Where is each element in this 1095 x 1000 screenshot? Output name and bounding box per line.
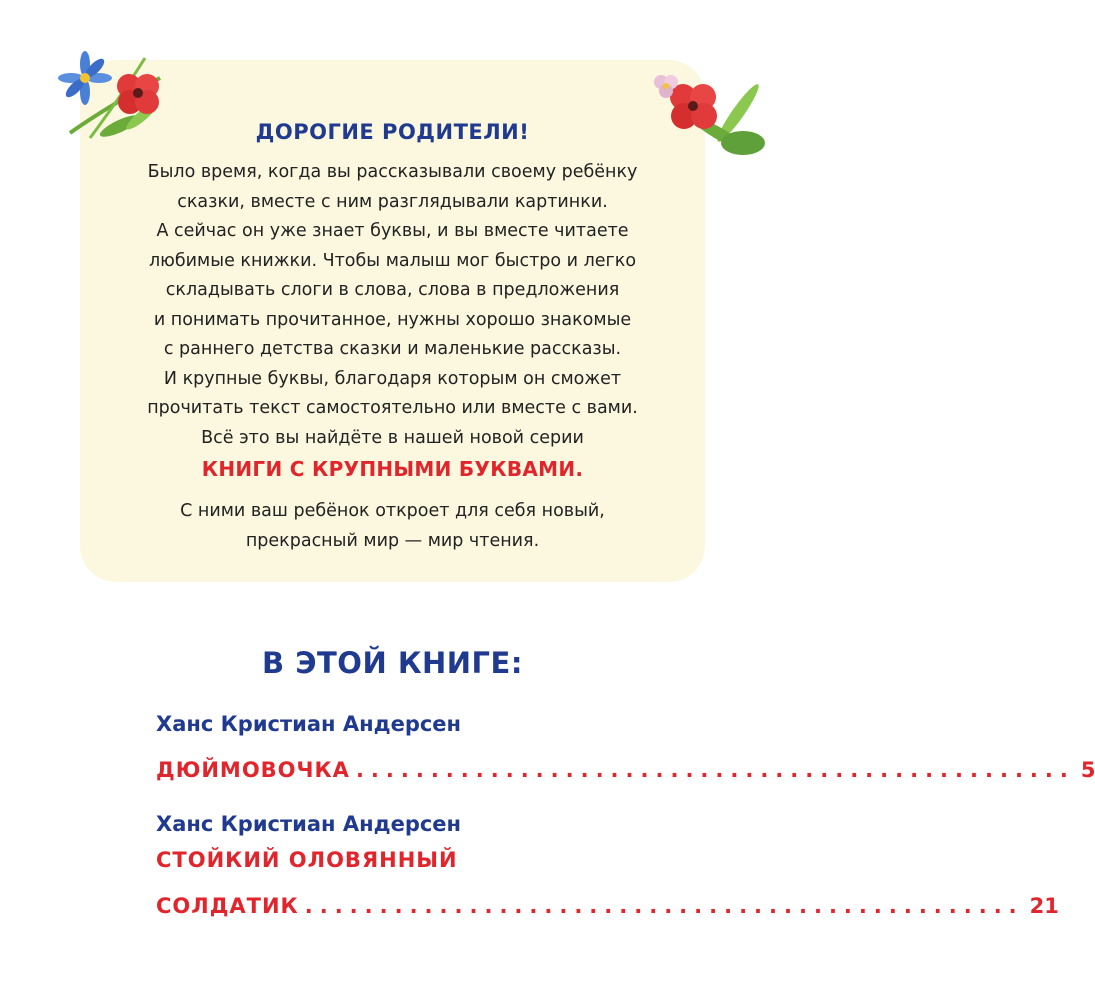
toc-entry-page: 5: [1080, 758, 1095, 782]
body-line: складывать слоги в слова, слова в предложения: [165, 280, 620, 300]
body-line: А сейчас он уже знает буквы, и вы вместе читаете: [156, 221, 629, 241]
toc-entry-title: ДЮЙМОВОЧКА: [156, 758, 350, 782]
leader-dots: ................................................: [304, 894, 1024, 918]
toc-entry-thumbelina[interactable]: [156, 758, 1095, 782]
body-line: Было время, когда вы рассказывали своему ребёнку: [147, 162, 638, 182]
closing-line: прекрасный мир — мир чтения.: [245, 530, 540, 551]
parents-notice-closing: [80, 497, 705, 556]
body-line: с раннего детства сказки и маленькие рассказы.: [163, 339, 622, 359]
toc-entry-author: Ханс Кристиан Андерсен: [156, 812, 462, 836]
toc-entry-title: СТОЙКИЙ ОЛОВЯННЫЙ: [156, 848, 458, 872]
body-line: любимые книжки. Чтобы малыш мог быстро и легко: [148, 250, 637, 271]
body-line: сказки, вместе с ним разглядывали картинки.: [177, 191, 608, 212]
body-line: Всё это вы найдёте в нашей новой серии: [201, 427, 584, 448]
toc-entry-tin-soldier[interactable]: [156, 894, 1059, 918]
parents-notice-body: [80, 158, 705, 453]
body-line: и понимать прочитанное, нужны хорошо знакомые: [153, 309, 632, 330]
series-name: КНИГИ С КРУПНЫМИ БУКВАМИ.: [201, 457, 584, 481]
closing-line: С ними ваш ребёнок откроет для себя новый,: [180, 501, 605, 521]
contents-title: В ЭТОЙ КНИГЕ:: [262, 646, 523, 680]
body-line: И крупные буквы, благодаря которым он сможет: [163, 368, 622, 389]
parents-notice-title: ДОРОГИЕ РОДИТЕЛИ!: [255, 120, 530, 144]
leader-dots: ................................................: [355, 758, 1075, 782]
toc-entry-title-cont: СОЛДАТИК: [156, 894, 299, 918]
toc-entry-page: 21: [1029, 894, 1059, 918]
toc-entry-author: Ханс Кристиан Андерсен: [156, 712, 462, 736]
flowers-right-illustration: [648, 58, 768, 168]
body-line: прочитать текст самостоятельно или вместе с вами.: [147, 398, 638, 418]
